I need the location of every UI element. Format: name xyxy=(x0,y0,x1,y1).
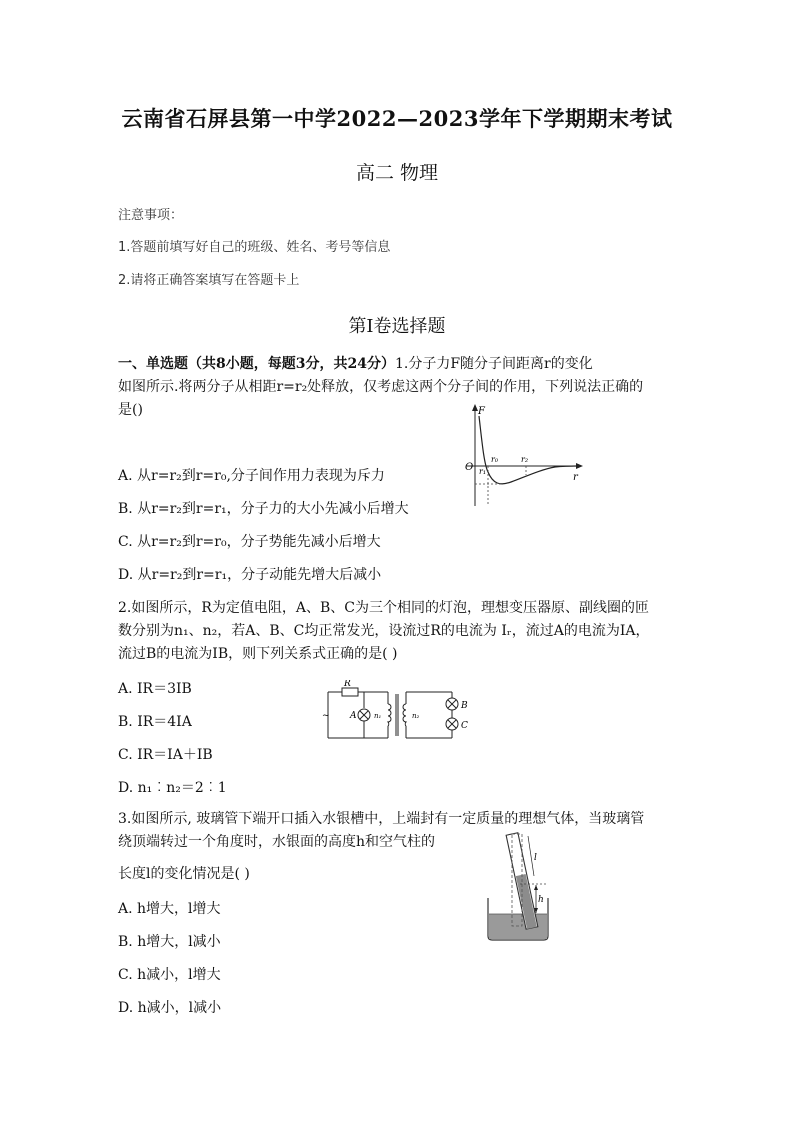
q2-option-b: B. IR＝4IA xyxy=(118,714,192,730)
q3-stem-2: 绕顶端转过一个角度时，水银面的高度h和空气柱的 xyxy=(118,834,436,850)
q3-glass-tube-figure xyxy=(482,828,554,944)
q1-stem-3: 是() xyxy=(118,402,143,418)
q3-option-b: B. h增大，l减小 xyxy=(118,934,221,950)
q1-option-d: D. 从r=r₂到r=r₁，分子动能先增大后减小 xyxy=(118,567,382,583)
q3-stem-3: 长度l的变化情况是( ) xyxy=(118,866,250,882)
q1-fig-label-r1: r₁ xyxy=(479,467,487,476)
section-title: 第Ⅰ卷选择题 xyxy=(348,316,446,337)
q1-line1 xyxy=(118,353,593,375)
q1-fig-label-r0: r₀ xyxy=(491,455,499,464)
q1-option-c: C. 从r=r₂到r=r₀，分子势能先减小后增大 xyxy=(118,534,381,550)
q2-fig-label-b: B xyxy=(461,701,468,711)
q2-option-d: D. n₁︰n₂＝2︰1 xyxy=(118,780,227,796)
q3-stem-1: 3.如图所示, 玻璃管下端开口插入水银槽中，上端封有一定质量的理想气体，当玻璃管 xyxy=(118,811,645,827)
q2-fig-label-n1: n₁ xyxy=(374,712,382,720)
q2-fig-label-ac: ~ xyxy=(322,711,330,721)
q1-force-graph xyxy=(455,402,585,510)
q1-stem-1: 1.分子力F随分子间距离r的变化 xyxy=(394,356,593,372)
q2-stem-1: 2.如图所示，R为定值电阻，A、B、C为三个相同的灯泡，理想变压器原、副线圈的匝 xyxy=(118,600,650,616)
exam-title: 云南省石屏县第一中学2022—2023学年下学期期末考试 xyxy=(121,106,673,131)
q3-fig-label-h: h xyxy=(538,895,544,905)
q2-fig-label-c: C xyxy=(461,721,468,731)
q1-stem-2: 如图所示.将两分子从相距r=r₂处释放，仅考虑这两个分子间的作用，下列说法正确的 xyxy=(118,379,644,395)
notes-heading: 注意事项： xyxy=(118,208,184,223)
q1-fig-label-r2: r₂ xyxy=(521,455,529,464)
q2-stem-2: 数分别为n₁、n₂，若A、B、C均正常发光，设流过R的电流为 Iᵣ，流过A的电流为IA， xyxy=(118,623,650,639)
notes-item-1: 1.答题前填写好自己的班级、姓名、考号等信息 xyxy=(118,240,391,255)
q2-fig-label-n2: n₂ xyxy=(412,712,420,720)
q2-circuit-diagram xyxy=(320,680,485,742)
q2-fig-label-a: A xyxy=(350,711,357,721)
q3-fig-label-l: l xyxy=(534,853,537,863)
q3-option-a: A. h增大，l增大 xyxy=(118,901,221,917)
part1-heading: 一、单选题（共8小题，每题3分，共24分） xyxy=(118,356,395,372)
q1-option-a: A. 从r=r₂到r=r₀,分子间作用力表现为斥力 xyxy=(118,468,385,484)
q1-fig-label-f: F xyxy=(478,406,485,417)
exam-subtitle: 高二 物理 xyxy=(355,162,439,184)
q3-option-d: D. h减小，l减小 xyxy=(118,1000,222,1016)
q2-option-c: C. IR＝IA＋IB xyxy=(118,747,213,763)
notes-item-2: 2.请将正确答案填写在答题卡上 xyxy=(118,273,300,288)
q2-fig-label-r: R xyxy=(344,680,351,689)
q2-stem-3: 流过B的电流为IB，则下列关系式正确的是( ) xyxy=(118,646,398,662)
q2-option-a: A. IR＝3IB xyxy=(118,681,192,697)
q1-fig-label-r: r xyxy=(573,472,578,483)
q1-option-b: B. 从r=r₂到r=r₁，分子力的大小先减小后增大 xyxy=(118,501,409,517)
q1-fig-label-o: O xyxy=(465,462,474,473)
q3-option-c: C. h减小，l增大 xyxy=(118,967,221,983)
